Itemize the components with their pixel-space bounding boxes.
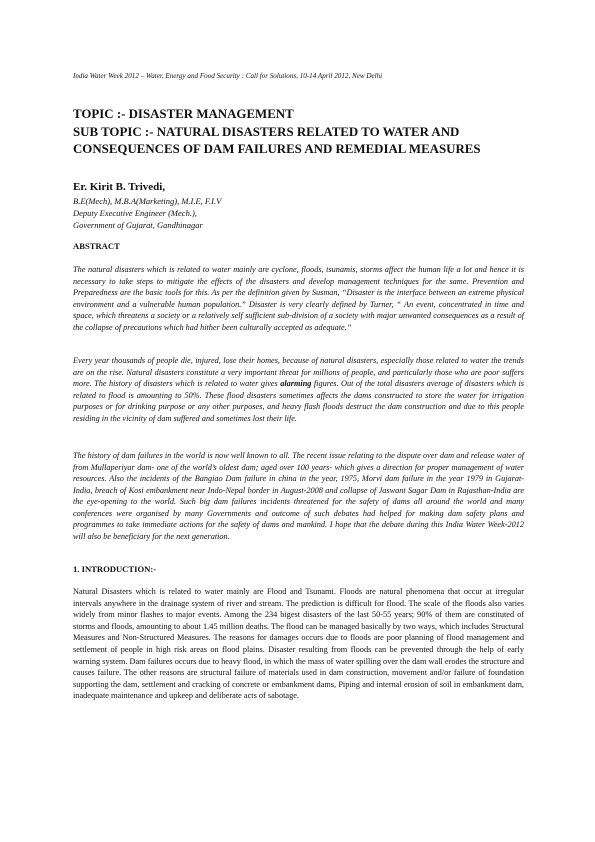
paper-title xyxy=(73,106,543,159)
introduction-heading: 1. INTRODUCTION:- xyxy=(73,564,157,574)
topic-line: TOPIC :- DISASTER MANAGEMENT xyxy=(73,107,294,121)
author-name: Er. Kirit B. Trivedi, xyxy=(73,181,166,193)
author-designation: Deputy Executive Engineer (Mech.), xyxy=(73,207,197,218)
abstract-paragraph-3: The history of dam failures in the world is now well known to all. The recent issue relating to the dispute over dam and release water of from Mullaperiyar dam- one of the world’s oldest dam; aged over 100 years- which gives a direction for proper management of water resources. Also the incidents of the Bangiao Dam failure in china in the year, 1975, Morvi dam failure in the year 1979 in Gujarat-India, breach of Kosi embankment near Indo-Nepal border in August-2008 and collapse of Jaswant Sagar Dam in Rajasthan-India are the eye-opening to the world. Such big dam failures incidents threatened for the safety of dams all around the world and many conferences were organised by many Governments and outcome of such debates had helped for making dam safety plans and programmes to take immediate actions for the safety of dams and mankind. I hope that the debate during this India Water Week-2012 will also be beneficiary for the next generation. xyxy=(73,451,524,541)
abstract-paragraph-1: The natural disasters which is related to water mainly are cyclone, floods, tsunamis, storms affect the human life a lot and hence it is necessary to take steps to mitigate the effects of the disasters and develop management techniques for the same. Prevention and Preparedness are the basic tools for this. As per the definition given by Susman, “Disaster is the interface between an extreme physical environment and a vulnerable human population.” Disaster is very clearly defined by Turner, “ An event, concentrated in time and space, which threatens a society or a relatively self sufficient sub-division of a society with major unwanted consequences as a result of the collapse of precautions which had hither been culturally accepted as adequate.” xyxy=(73,265,524,332)
author-organization: Government of Gujarat, Gandhinagar xyxy=(73,219,203,230)
author-qualifications: B.E(Mech), M.B.A(Marketing), M.I.E, F.I.V xyxy=(73,196,222,206)
subtopic-line-2: CONSEQUENCES OF DAM FAILURES AND REMEDIAL MEASURES xyxy=(73,142,481,156)
subtopic-line-1: SUB TOPIC :- NATURAL DISASTERS RELATED TO WATER AND xyxy=(73,124,460,139)
abstract-paragraph-2-end: figures. Out of the total disasters average of disasters which is related to flood is amounting to 50%. These flood disasters sometimes affects the dams constructed to store the water for irrigation purposes or for drinking purpose or any other purposes, and heavy flash floods destruct the dam construction and due to this people residing in the vicinity of dam suffered and sometimes lost their life. xyxy=(73,379,524,423)
abstract-heading: ABSTRACT xyxy=(73,241,120,251)
emphasis-alarming: alarming xyxy=(280,379,312,388)
conference-header: India Water Week 2012 – Water, Energy and Food Security : Call for Solutions, 10-14 April 2012, New Delhi xyxy=(73,72,383,80)
author-credentials xyxy=(73,196,373,231)
abstract-paragraph-2 xyxy=(73,355,524,424)
abstract-paragraph-2-start: Every year thousands of people die, injured, lose their homes, because of natural disasters, especially those related to water the trends are on the rise. Natural disasters constitute a very important threat for millions of people, and particularly those who are poor suffers more. The history of disasters which is related to water gives xyxy=(73,356,524,388)
introduction-paragraph: Natural Disasters which is related to water mainly are Flood and Tsunami. Floods are natural phenomena that occur at irregular intervals anywhere in the drainage system of river and stream. The prediction is difficult for flood. The scale of the floods also varies widely from minor flashes to major events. Among the 234 bigest disasters of the last 50-55 years; 90% of them are constituted of storms and floods, amounting to about 1.45 million deaths. The flood can be managed basically by two ways, which includes Structural Measures and Non-Structured Measures. The reasons for damages occurs due to floods are poor planning of flood management and settlement of people in high risk areas on flood plains. Disaster resulting from floods can be prevented through the help of early warning system. Dam failures occurs due to heavy flood, in which the mass of water spilling over the dam wall erodes the structure and causes failure. The other reasons are structural failure of materials used in dam construction, movement and/or failure of foundation supporting the dam, settlement and cracking of concrete or embankment dams, Piping and internal erosion of soil in embankment dam, inadequate maintenance and upkeep and deliberate acts of sabotage. xyxy=(73,587,524,701)
